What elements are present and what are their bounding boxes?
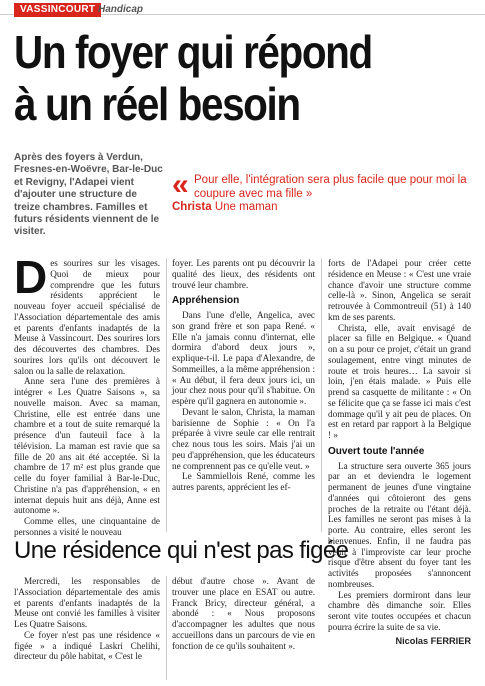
paragraph: Des sourires sur les visages. Quoi de mieux pour comprendre que les futurs résidents apprécient le nouveau foyer accueil spécialisé de l'Association départementale des amis et parents d'enfants inadaptés de la Meuse à Vassincourt. Des sourires lors des découvertes des chambres. Des sourires lors qu'ils ont découvert le salon ou la salle de relaxation. bbox=[14, 251, 160, 376]
article-deck: Après des foyers à Verdun, Fresnes-en-Woëvre, Bar-le-Duc et Revigny, l'Adapei vient d'ajouter une structure de treize chambres. Familles et futurs résidents viennent de le visiter. bbox=[14, 152, 163, 238]
paragraph: Comme elles, une cinquantaine de personnes a visité le nouveau bbox=[14, 516, 160, 537]
author-signature: Nicolas FERRIER bbox=[395, 635, 471, 646]
article-column-3 bbox=[328, 258, 471, 646]
article-column-4 bbox=[14, 576, 160, 662]
paragraph: Le Sammiellois René, comme les autres parents, apprécient les ef- bbox=[172, 471, 315, 492]
sub-headline: Une résidence qui n'est pas figée bbox=[14, 537, 349, 564]
article-headline bbox=[14, 26, 428, 130]
paragraph: Les premiers dormiront dans leur chambre dès dimanche soir. Elles seront vite toutes occupées et chacun pourra écrire la suite de sa vie. bbox=[328, 589, 471, 632]
section-rubric: VASSINCOURT bbox=[14, 3, 101, 17]
drop-cap: D bbox=[14, 251, 48, 303]
article-column-5 bbox=[172, 576, 315, 651]
paragraph: Anne sera l'une des premières à intégrer « Les Quatre Saisons », sa nouvelle maison. Avec sa maman, Christine, elle est entrée dans une chambre et a tout de suite remarqué la présence d'un fauteuil face à la télévision. La maman est ravie que sa fille de 20 ans ait été acceptée. Si la chambre de 17 m² est plus grande que celle du foyer familial à Bar-le-Duc, Christine n'a pas d'appréhension, « en internat depuis huit ans déjà, Anne est autonome ». bbox=[14, 376, 160, 516]
paragraph: Mercredi, les responsables de l'Association départementale des amis et parents d'enfants inadaptés de la Meuse ont convié les familles à visiter Les Quatre Saisons. bbox=[14, 576, 160, 629]
paragraph: forts de l'Adapei pour créer cette résidence en Meuse : « C'est une vraie chance d'avoir une structure comme celle-là ». Sinon, Angelica se serait retrouvée à Commontreuil (51) à 140 km de ses parents. bbox=[328, 258, 471, 322]
headline-line-1: Un foyer qui répond bbox=[14, 26, 372, 78]
column-divider bbox=[166, 258, 167, 532]
quote-mark-icon: « bbox=[172, 168, 189, 201]
quote-text: Pour elle, l'intégration sera plus facile que pour moi la coupure avec ma fille » bbox=[194, 174, 467, 200]
column-divider bbox=[166, 576, 167, 680]
paragraph: Dans l'une d'elle, Angelica, avec son grand frère et son papa René. « Elle n'a jamais connu d'internat, elle dormira d'abord deux jours », explique-t-il. Le papa d'Alexandre, de Sommeilles, a la même appréhension : « Au début, il fera deux jours ici, un jour chez nous pour qu'il s'habitue. On espère qu'il gagnera en autonomie ». bbox=[172, 310, 315, 406]
column-divider bbox=[321, 258, 322, 532]
quote-author-role: Une maman bbox=[214, 201, 278, 213]
paragraph: Devant le salon, Christa, la maman barisienne de Sophie : « On l'a préparée à vivre seule car elle rentrait chez nous tous les soirs. Mais j'ai un peu d'appréhension, que les éducateurs ne comprennent pas ce qu'elle veut. » bbox=[172, 406, 315, 471]
section-subrubric: Handicap bbox=[98, 4, 144, 15]
intertitle: Ouvert toute l'année bbox=[328, 445, 425, 457]
article-column-1 bbox=[14, 251, 160, 538]
pull-quote bbox=[172, 168, 472, 215]
intertitle: Appréhension bbox=[172, 295, 240, 307]
quote-author-name: Christa bbox=[172, 201, 212, 213]
paragraph: Ce foyer n'est pas une résidence « figée » a indiqué Laskri Chelihi, directeur du pôle habitat, « C'est le bbox=[14, 629, 160, 662]
paragraph: début d'autre chose ». Avant de trouver une place en ESAT ou autre. Franck Bricy, directeur général, a abondé : « Nous proposons d'accompagner les adultes que nous accueillons dans un parcours de vie en fonction de ce qu'ils souhaitent ». bbox=[172, 576, 315, 651]
paragraph: Christa, elle, avait envisagé de placer sa fille en Belgique. « Quand on a su pour ce projet, c'était un grand soulagement, entre vingt minutes de route et trois heures… La savoir si loin, j'en étais malade. » Puis elle prend sa casquette de militante : « On se félicite que ça se fasse ici mais c'est dommage qu'il y ait peu de places. On est en retard par rapport à la Belgique ! » bbox=[328, 322, 471, 440]
article-column-2 bbox=[172, 258, 315, 493]
paragraph: foyer. Les parents ont pu découvrir la qualité des lieux, des résidents ont trouvé leur chambre. bbox=[172, 258, 315, 290]
paragraph: La structure sera ouverte 365 jours par an et deviendra le logement permanent de jeunes d'une vingtaine d'années qui côtoieront des gens proches de la retraite ou l'étant déjà. Les familles ne seront pas mises à la porte. Au contraire, elles seront les bienvenues. Enfin, il ne faudra pas venir à l'improviste car leur proche risque d'être absent du foyer tant les activités proposées s'annoncent nombreuses. bbox=[328, 460, 471, 589]
quote-author bbox=[172, 201, 472, 215]
headline-line-2: à un réel besoin bbox=[14, 78, 300, 130]
